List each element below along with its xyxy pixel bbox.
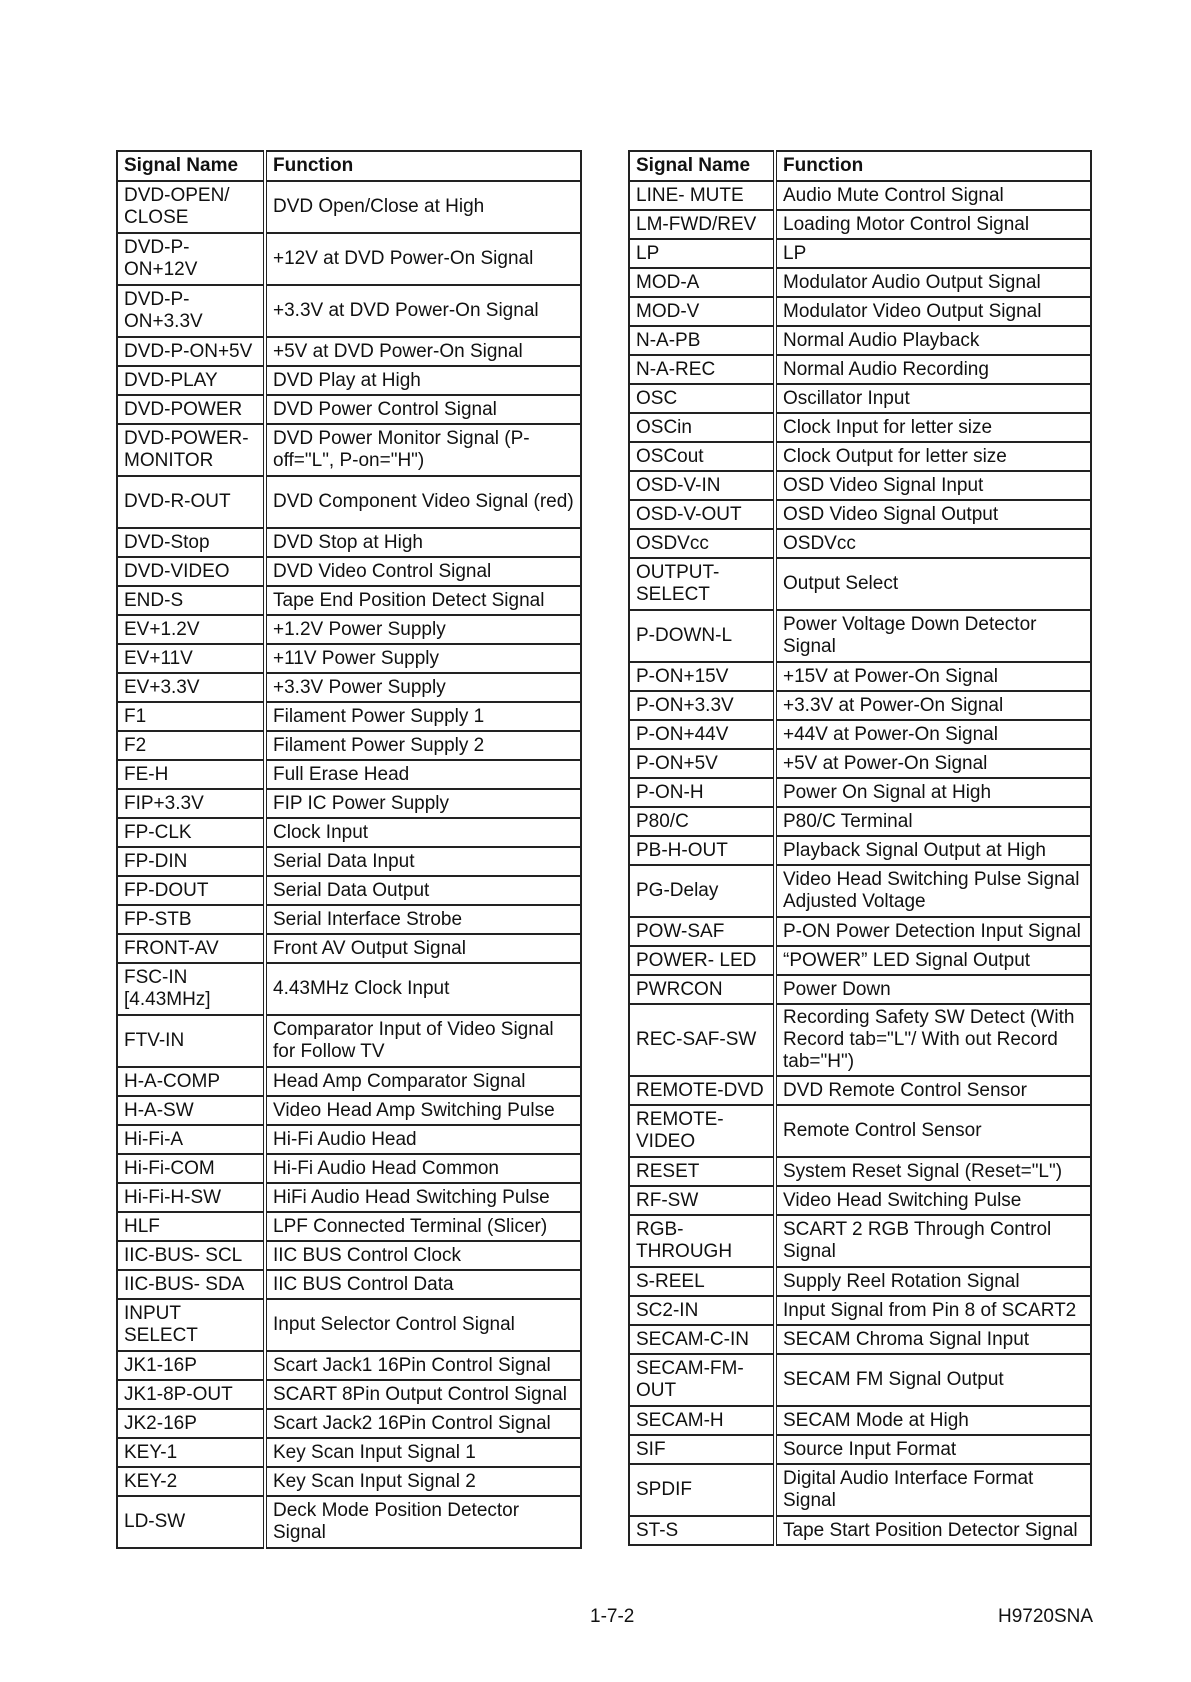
table-row (629, 691, 1091, 720)
function-cell: HiFi Audio Head Switching Pulse (265, 1183, 581, 1212)
table-row (117, 1096, 581, 1125)
function-cell: DVD Power Monitor Signal (P-off="L", P-on="H") (265, 424, 581, 476)
signal-name-cell: JK1-16P (117, 1351, 265, 1380)
function-cell: Video Head Switching Pulse Signal Adjusted Voltage (775, 865, 1091, 917)
function-cell: Power Down (775, 975, 1091, 1004)
signal-name-cell: IIC-BUS- SDA (117, 1270, 265, 1299)
table-row (117, 233, 581, 285)
table-row (117, 1496, 581, 1548)
signal-name-cell: H-A-SW (117, 1096, 265, 1125)
table-row (629, 1296, 1091, 1325)
signal-name-cell: OSDVcc (629, 529, 775, 558)
signal-name-cell: LINE- MUTE (629, 181, 775, 210)
signal-name-cell: REC-SAF-SW (629, 1004, 775, 1076)
function-cell: FIP IC Power Supply (265, 789, 581, 818)
signal-name-cell: P80/C (629, 807, 775, 836)
function-cell: P80/C Terminal (775, 807, 1091, 836)
table-row (629, 1464, 1091, 1516)
table-row (117, 528, 581, 557)
function-cell: Clock Output for letter size (775, 442, 1091, 471)
function-cell: Normal Audio Recording (775, 355, 1091, 384)
function-cell: Video Head Switching Pulse (775, 1186, 1091, 1215)
header-signal-name: Signal Name (629, 151, 775, 181)
signal-name-cell: DVD-P- ON+12V (117, 233, 265, 285)
table-row (629, 239, 1091, 268)
table-row (117, 1438, 581, 1467)
function-cell: SCART 2 RGB Through Control Signal (775, 1215, 1091, 1267)
signal-name-cell: P-ON-H (629, 778, 775, 807)
table-row (629, 975, 1091, 1004)
function-cell: Loading Motor Control Signal (775, 210, 1091, 239)
function-cell: OSD Video Signal Output (775, 500, 1091, 529)
table-row (117, 1380, 581, 1409)
function-cell: Playback Signal Output at High (775, 836, 1091, 865)
function-cell: +15V at Power-On Signal (775, 662, 1091, 691)
function-cell: P-ON Power Detection Input Signal (775, 917, 1091, 946)
table-row (117, 1125, 581, 1154)
function-cell: Head Amp Comparator Signal (265, 1067, 581, 1096)
table-row (629, 1325, 1091, 1354)
signal-name-cell: OSC (629, 384, 775, 413)
function-cell: Clock Input (265, 818, 581, 847)
table-row (117, 818, 581, 847)
signal-name-cell: Hi-Fi-COM (117, 1154, 265, 1183)
table-row (629, 662, 1091, 691)
function-cell: Digital Audio Interface Format Signal (775, 1464, 1091, 1516)
signal-name-cell: END-S (117, 586, 265, 615)
table-row (629, 181, 1091, 210)
function-cell: Input Selector Control Signal (265, 1299, 581, 1351)
table-row (117, 702, 581, 731)
table-row (117, 1067, 581, 1096)
function-cell: SECAM Mode at High (775, 1406, 1091, 1435)
signal-name-cell: Hi-Fi-A (117, 1125, 265, 1154)
signal-name-cell: EV+1.2V (117, 615, 265, 644)
signal-table-right (628, 150, 1092, 1546)
signal-name-cell: N-A-PB (629, 326, 775, 355)
table-row (629, 1354, 1091, 1406)
table-row (117, 424, 581, 476)
signal-name-cell: SIF (629, 1435, 775, 1464)
function-cell: +11V Power Supply (265, 644, 581, 673)
function-cell: +3.3V at Power-On Signal (775, 691, 1091, 720)
signal-name-cell: SC2-IN (629, 1296, 775, 1325)
table-row (117, 963, 581, 1015)
signal-name-cell: PWRCON (629, 975, 775, 1004)
signal-name-cell: FP-STB (117, 905, 265, 934)
signal-table-left (116, 150, 582, 1549)
signal-name-cell: Hi-Fi-H-SW (117, 1183, 265, 1212)
table-row (117, 847, 581, 876)
function-cell: +3.3V Power Supply (265, 673, 581, 702)
table-row (629, 326, 1091, 355)
table-row (629, 720, 1091, 749)
table-row (629, 471, 1091, 500)
table-row (117, 615, 581, 644)
signal-name-cell: JK2-16P (117, 1409, 265, 1438)
table-row (117, 760, 581, 789)
page-number: 1-7-2 (590, 1606, 635, 1627)
table-row (629, 384, 1091, 413)
signal-name-cell: LD-SW (117, 1496, 265, 1548)
table-row (629, 500, 1091, 529)
table-row (117, 1154, 581, 1183)
table-row (629, 1186, 1091, 1215)
function-cell: Output Select (775, 558, 1091, 610)
signal-name-cell: KEY-1 (117, 1438, 265, 1467)
table-row (117, 673, 581, 702)
table-header-row (629, 151, 1091, 181)
function-cell: Scart Jack2 16Pin Control Signal (265, 1409, 581, 1438)
signal-name-cell: POW-SAF (629, 917, 775, 946)
signal-name-cell: OSCout (629, 442, 775, 471)
table-row (117, 1299, 581, 1351)
table-row (629, 355, 1091, 384)
function-cell: Full Erase Head (265, 760, 581, 789)
function-cell: DVD Component Video Signal (red) (265, 476, 581, 528)
function-cell: Video Head Amp Switching Pulse (265, 1096, 581, 1125)
table-row (629, 442, 1091, 471)
table-row (117, 1467, 581, 1496)
function-cell: Oscillator Input (775, 384, 1091, 413)
table-row (117, 731, 581, 760)
document-code: H9720SNA (998, 1606, 1094, 1627)
table-row (117, 1183, 581, 1212)
table-row (629, 610, 1091, 662)
function-cell: Serial Data Input (265, 847, 581, 876)
signal-name-cell: P-DOWN-L (629, 610, 775, 662)
function-cell: Front AV Output Signal (265, 934, 581, 963)
signal-name-cell: RGB- THROUGH (629, 1215, 775, 1267)
function-cell: Scart Jack1 16Pin Control Signal (265, 1351, 581, 1380)
table-row (117, 586, 581, 615)
signal-name-cell: OSD-V-OUT (629, 500, 775, 529)
function-cell: DVD Video Control Signal (265, 557, 581, 586)
function-cell: OSD Video Signal Input (775, 471, 1091, 500)
table-row (117, 789, 581, 818)
table-row (117, 1241, 581, 1270)
function-cell: DVD Play at High (265, 366, 581, 395)
signal-name-cell: POWER- LED (629, 946, 775, 975)
signal-name-cell: P-ON+15V (629, 662, 775, 691)
signal-name-cell: FE-H (117, 760, 265, 789)
function-cell: Clock Input for letter size (775, 413, 1091, 442)
signal-name-cell: OUTPUT- SELECT (629, 558, 775, 610)
signal-name-cell: MOD-V (629, 297, 775, 326)
function-cell: +1.2V Power Supply (265, 615, 581, 644)
function-cell: Tape Start Position Detector Signal (775, 1516, 1091, 1545)
function-cell: LPF Connected Terminal (Slicer) (265, 1212, 581, 1241)
table-row (117, 1270, 581, 1299)
signal-name-cell: SECAM-H (629, 1406, 775, 1435)
function-cell: IIC BUS Control Clock (265, 1241, 581, 1270)
table-row (629, 1435, 1091, 1464)
function-cell: LP (775, 239, 1091, 268)
function-cell: DVD Remote Control Sensor (775, 1076, 1091, 1105)
signal-name-cell: LP (629, 239, 775, 268)
signal-name-cell: ST-S (629, 1516, 775, 1545)
table-row (629, 917, 1091, 946)
table-row (629, 1267, 1091, 1296)
table-row (629, 268, 1091, 297)
header-function: Function (265, 151, 581, 181)
table-row (629, 1105, 1091, 1157)
signal-name-cell: DVD-OPEN/ CLOSE (117, 181, 265, 233)
signal-name-cell: F1 (117, 702, 265, 731)
signal-name-cell: DVD-PLAY (117, 366, 265, 395)
signal-name-cell: REMOTE- VIDEO (629, 1105, 775, 1157)
function-cell: SECAM FM Signal Output (775, 1354, 1091, 1406)
signal-name-cell: FTV-IN (117, 1015, 265, 1067)
signal-name-cell: DVD-Stop (117, 528, 265, 557)
table-row (117, 476, 581, 528)
function-cell: SECAM Chroma Signal Input (775, 1325, 1091, 1354)
function-cell: OSDVcc (775, 529, 1091, 558)
table-row (629, 865, 1091, 917)
function-cell: Hi-Fi Audio Head Common (265, 1154, 581, 1183)
function-cell: DVD Power Control Signal (265, 395, 581, 424)
signal-name-cell: DVD-R-OUT (117, 476, 265, 528)
function-cell: +44V at Power-On Signal (775, 720, 1091, 749)
table-row (117, 181, 581, 233)
signal-name-cell: SPDIF (629, 1464, 775, 1516)
table-row (117, 557, 581, 586)
table-row (117, 644, 581, 673)
table-row (629, 1076, 1091, 1105)
function-cell: Filament Power Supply 1 (265, 702, 581, 731)
signal-name-cell: MOD-A (629, 268, 775, 297)
table-row (629, 807, 1091, 836)
function-cell: DVD Open/Close at High (265, 181, 581, 233)
signal-name-cell: PG-Delay (629, 865, 775, 917)
function-cell: Supply Reel Rotation Signal (775, 1267, 1091, 1296)
function-cell: Recording Safety SW Detect (With Record tab="L"/ With out Record tab="H") (775, 1004, 1091, 1076)
table-row (117, 905, 581, 934)
signal-name-cell: DVD-POWER- MONITOR (117, 424, 265, 476)
function-cell: Input Signal from Pin 8 of SCART2 (775, 1296, 1091, 1325)
table-row (629, 946, 1091, 975)
function-cell: Remote Control Sensor (775, 1105, 1091, 1157)
table-row (117, 1409, 581, 1438)
function-cell: Audio Mute Control Signal (775, 181, 1091, 210)
function-cell: Serial Interface Strobe (265, 905, 581, 934)
table-row (629, 1406, 1091, 1435)
signal-name-cell: S-REEL (629, 1267, 775, 1296)
table-row (117, 337, 581, 366)
function-cell: +12V at DVD Power-On Signal (265, 233, 581, 285)
function-cell: Serial Data Output (265, 876, 581, 905)
table-row (629, 749, 1091, 778)
table-row (117, 1212, 581, 1241)
signal-name-cell: FP-CLK (117, 818, 265, 847)
table-row (629, 529, 1091, 558)
function-cell: Normal Audio Playback (775, 326, 1091, 355)
signal-name-cell: P-ON+5V (629, 749, 775, 778)
header-function: Function (775, 151, 1091, 181)
function-cell: 4.43MHz Clock Input (265, 963, 581, 1015)
signal-name-cell: OSCin (629, 413, 775, 442)
table-header-row (117, 151, 581, 181)
signal-name-cell: OSD-V-IN (629, 471, 775, 500)
signal-name-cell: SECAM-C-IN (629, 1325, 775, 1354)
function-cell: +5V at Power-On Signal (775, 749, 1091, 778)
signal-name-cell: INPUT SELECT (117, 1299, 265, 1351)
function-cell: Filament Power Supply 2 (265, 731, 581, 760)
table-row (629, 413, 1091, 442)
signal-name-cell: DVD-P-ON+5V (117, 337, 265, 366)
signal-name-cell: FIP+3.3V (117, 789, 265, 818)
function-cell: Modulator Audio Output Signal (775, 268, 1091, 297)
function-cell: Modulator Video Output Signal (775, 297, 1091, 326)
signal-name-cell: DVD-P- ON+3.3V (117, 285, 265, 337)
function-cell: System Reset Signal (Reset="L") (775, 1157, 1091, 1186)
function-cell: IIC BUS Control Data (265, 1270, 581, 1299)
table-row (117, 934, 581, 963)
signal-name-cell: DVD-POWER (117, 395, 265, 424)
signal-name-cell: SECAM-FM- OUT (629, 1354, 775, 1406)
table-row (629, 836, 1091, 865)
table-row (117, 1015, 581, 1067)
signal-name-cell: FP-DIN (117, 847, 265, 876)
function-cell: Comparator Input of Video Signal for Follow TV (265, 1015, 581, 1067)
signal-name-cell: KEY-2 (117, 1467, 265, 1496)
signal-name-cell: PB-H-OUT (629, 836, 775, 865)
table-row (629, 1004, 1091, 1076)
signal-name-cell: RESET (629, 1157, 775, 1186)
function-cell: Power Voltage Down Detector Signal (775, 610, 1091, 662)
function-cell: Source Input Format (775, 1435, 1091, 1464)
table-row (117, 366, 581, 395)
table-row (629, 558, 1091, 610)
function-cell: Hi-Fi Audio Head (265, 1125, 581, 1154)
function-cell: Power On Signal at High (775, 778, 1091, 807)
signal-name-cell: HLF (117, 1212, 265, 1241)
table-row (629, 210, 1091, 239)
table-row (117, 285, 581, 337)
signal-name-cell: FRONT-AV (117, 934, 265, 963)
table-row (629, 1516, 1091, 1545)
signal-name-cell: FSC-IN [4.43MHz] (117, 963, 265, 1015)
signal-name-cell: LM-FWD/REV (629, 210, 775, 239)
function-cell: Tape End Position Detect Signal (265, 586, 581, 615)
signal-name-cell: H-A-COMP (117, 1067, 265, 1096)
table-row (117, 876, 581, 905)
function-cell: +5V at DVD Power-On Signal (265, 337, 581, 366)
signal-name-cell: EV+3.3V (117, 673, 265, 702)
function-cell: DVD Stop at High (265, 528, 581, 557)
signal-name-cell: IIC-BUS- SCL (117, 1241, 265, 1270)
signal-name-cell: JK1-8P-OUT (117, 1380, 265, 1409)
signal-name-cell: DVD-VIDEO (117, 557, 265, 586)
table-row (629, 778, 1091, 807)
signal-name-cell: F2 (117, 731, 265, 760)
table-row (629, 297, 1091, 326)
table-row (629, 1215, 1091, 1267)
function-cell: “POWER” LED Signal Output (775, 946, 1091, 975)
function-cell: Key Scan Input Signal 1 (265, 1438, 581, 1467)
table-row (117, 1351, 581, 1380)
table-row (117, 395, 581, 424)
function-cell: Key Scan Input Signal 2 (265, 1467, 581, 1496)
function-cell: Deck Mode Position Detector Signal (265, 1496, 581, 1548)
table-row (629, 1157, 1091, 1186)
signal-name-cell: N-A-REC (629, 355, 775, 384)
signal-name-cell: RF-SW (629, 1186, 775, 1215)
signal-name-cell: P-ON+44V (629, 720, 775, 749)
signal-name-cell: EV+11V (117, 644, 265, 673)
function-cell: SCART 8Pin Output Control Signal (265, 1380, 581, 1409)
signal-name-cell: P-ON+3.3V (629, 691, 775, 720)
function-cell: +3.3V at DVD Power-On Signal (265, 285, 581, 337)
header-signal-name: Signal Name (117, 151, 265, 181)
signal-name-cell: REMOTE-DVD (629, 1076, 775, 1105)
signal-name-cell: FP-DOUT (117, 876, 265, 905)
